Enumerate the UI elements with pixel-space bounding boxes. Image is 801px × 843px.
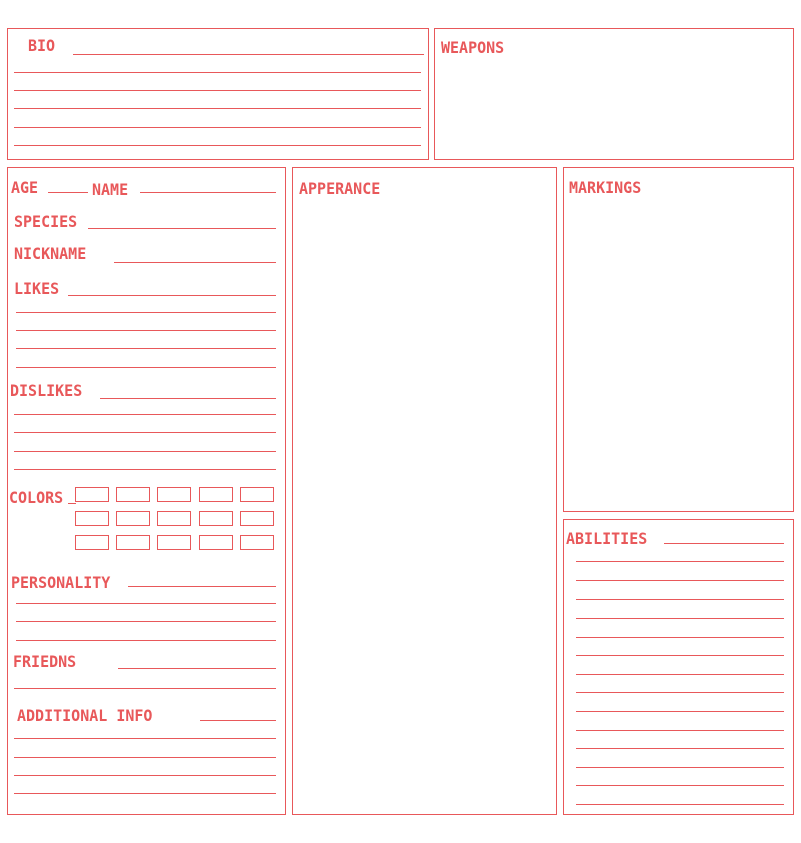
color-swatch[interactable] xyxy=(157,535,191,550)
abilities-line[interactable] xyxy=(576,674,784,675)
likes-line[interactable] xyxy=(16,348,276,349)
abilities-line[interactable] xyxy=(576,767,784,768)
dislikes-label: DISLIKES xyxy=(10,380,83,401)
personality-line[interactable] xyxy=(128,586,276,587)
bio-line[interactable] xyxy=(14,108,421,109)
nickname-line[interactable] xyxy=(114,262,276,263)
personality-line[interactable] xyxy=(16,621,276,622)
bio-line[interactable] xyxy=(73,54,424,55)
personality-line[interactable] xyxy=(16,603,276,604)
personality-line[interactable] xyxy=(16,640,276,641)
color-swatch[interactable] xyxy=(116,535,150,550)
additional-info-line[interactable] xyxy=(14,793,276,794)
abilities-label: ABILITIES xyxy=(566,528,648,549)
appearance-section[interactable] xyxy=(292,167,557,815)
abilities-section xyxy=(563,519,794,815)
color-swatch[interactable] xyxy=(75,487,109,502)
appearance-label: APPERANCE xyxy=(299,178,381,199)
name-label: NAME xyxy=(92,179,129,200)
markings-label: MARKINGS xyxy=(569,177,642,198)
abilities-line[interactable] xyxy=(576,580,784,581)
abilities-line[interactable] xyxy=(576,618,784,619)
bio-line[interactable] xyxy=(14,145,421,146)
abilities-line[interactable] xyxy=(576,599,784,600)
markings-section[interactable] xyxy=(563,167,794,512)
abilities-line[interactable] xyxy=(576,748,784,749)
color-swatch[interactable] xyxy=(199,487,233,502)
color-swatch[interactable] xyxy=(240,511,274,526)
color-swatch[interactable] xyxy=(157,487,191,502)
color-swatch[interactable] xyxy=(240,487,274,502)
bio-line[interactable] xyxy=(14,90,421,91)
color-swatch[interactable] xyxy=(116,487,150,502)
colors-line xyxy=(68,503,76,504)
likes-line[interactable] xyxy=(68,295,276,296)
species-label: SPECIES xyxy=(14,211,78,232)
nickname-label: NICKNAME xyxy=(14,243,87,264)
friends-line[interactable] xyxy=(14,688,276,689)
name-line[interactable] xyxy=(140,192,276,193)
species-line[interactable] xyxy=(88,228,276,229)
friends-label: FRIEDNS xyxy=(13,651,77,672)
additional-info-line[interactable] xyxy=(14,757,276,758)
abilities-line[interactable] xyxy=(576,561,784,562)
abilities-line[interactable] xyxy=(576,804,784,805)
likes-line[interactable] xyxy=(16,330,276,331)
age-label: AGE xyxy=(11,177,39,198)
dislikes-line[interactable] xyxy=(14,469,276,470)
abilities-line[interactable] xyxy=(576,711,784,712)
abilities-line[interactable] xyxy=(576,730,784,731)
color-swatch[interactable] xyxy=(157,511,191,526)
likes-line[interactable] xyxy=(16,312,276,313)
dislikes-line[interactable] xyxy=(14,451,276,452)
colors-label: COLORS xyxy=(9,487,64,508)
age-line[interactable] xyxy=(48,192,88,193)
color-swatch[interactable] xyxy=(199,535,233,550)
additional-info-label: ADDITIONAL INFO xyxy=(17,705,153,726)
additional-info-line[interactable] xyxy=(14,738,276,739)
likes-line[interactable] xyxy=(16,367,276,368)
bio-section xyxy=(7,28,429,160)
abilities-line[interactable] xyxy=(576,655,784,656)
bio-line[interactable] xyxy=(14,127,421,128)
color-swatch[interactable] xyxy=(75,535,109,550)
color-swatch[interactable] xyxy=(240,535,274,550)
abilities-line[interactable] xyxy=(576,637,784,638)
weapons-label: WEAPONS xyxy=(441,37,505,58)
abilities-line[interactable] xyxy=(576,692,784,693)
color-swatch[interactable] xyxy=(75,511,109,526)
color-swatch[interactable] xyxy=(199,511,233,526)
dislikes-line[interactable] xyxy=(14,432,276,433)
bio-label: BIO xyxy=(28,35,56,56)
additional-info-line[interactable] xyxy=(14,775,276,776)
bio-line[interactable] xyxy=(14,72,421,73)
likes-label: LIKES xyxy=(14,278,60,299)
dislikes-line[interactable] xyxy=(14,414,276,415)
additional-info-line[interactable] xyxy=(200,720,276,721)
personality-label: PERSONALITY xyxy=(11,572,111,593)
abilities-line[interactable] xyxy=(664,543,784,544)
dislikes-line[interactable] xyxy=(100,398,276,399)
abilities-line[interactable] xyxy=(576,785,784,786)
color-swatch[interactable] xyxy=(116,511,150,526)
friends-line[interactable] xyxy=(118,668,276,669)
